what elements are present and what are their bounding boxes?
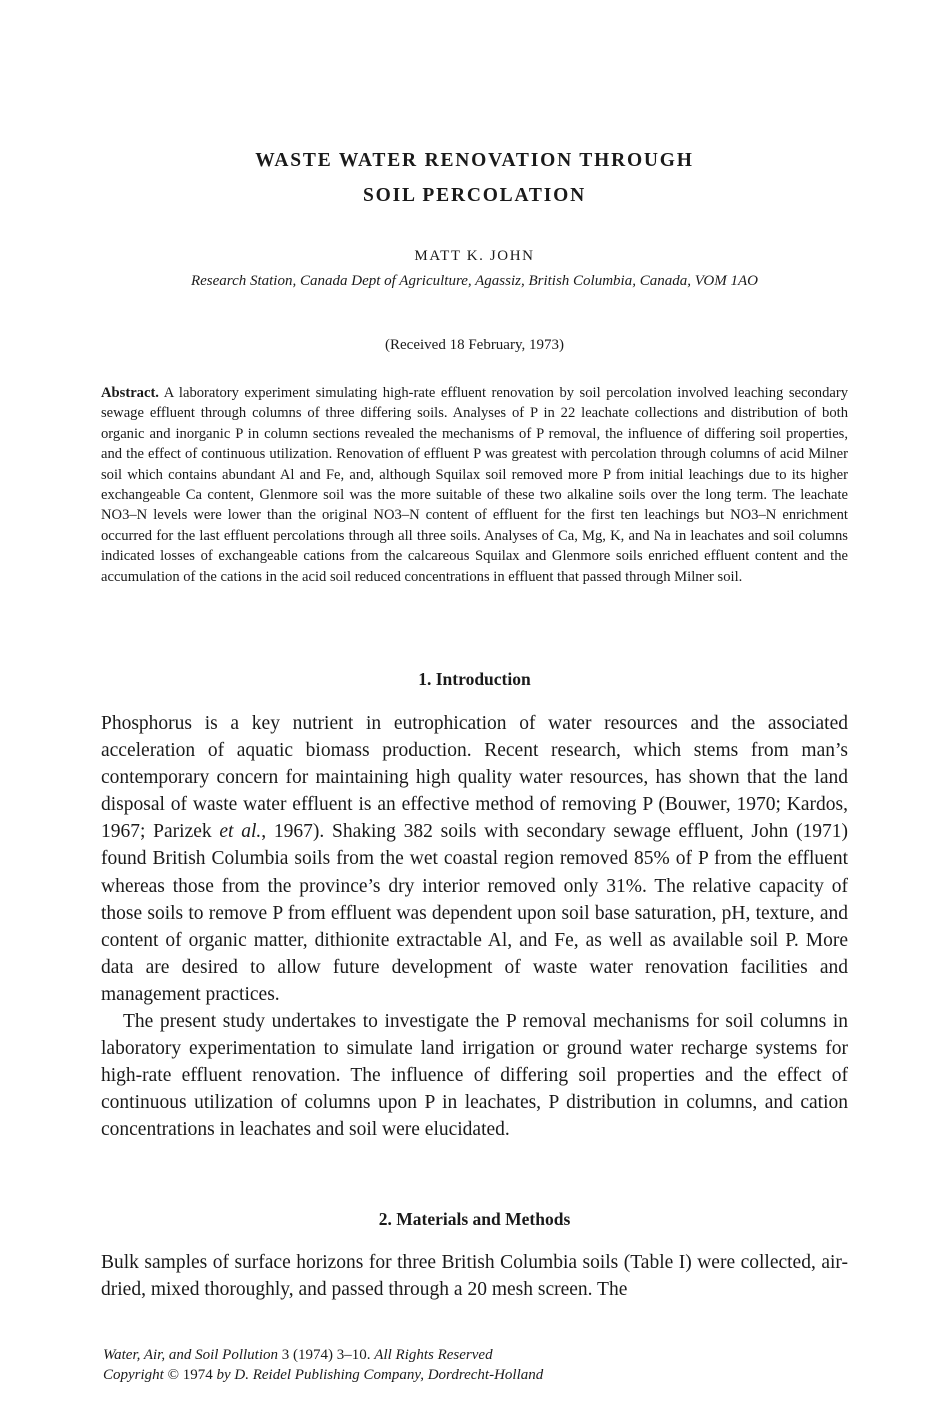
- article-page: [101, 0, 848, 1411]
- methods-heading: 2. Materials and Methods: [378, 1209, 571, 1229]
- rights-text: All Rights Reserved: [374, 1347, 493, 1363]
- intro-text-part-1: Phosphorus is a key nutrient in eutrophication of water resources and the associated acceleration of aquatic biomass production. Recent research, which stems from man’s contemporary concern for maintaining high quality water resources, has shown that the land disposal of waste water effluent is an effective method of removing P (Bouwer, 1970; Kardos, 1967; Parizek: [101, 713, 848, 843]
- copyright-label: Copyright: [103, 1367, 164, 1383]
- page-footer: [103, 1345, 850, 1385]
- publisher-name: by D. Reidel Publishing Company, Dordrecht-Holland: [216, 1367, 544, 1383]
- article-title: [101, 143, 848, 213]
- abstract-text: A laboratory experiment simulating high-rate effluent renovation by soil percolation involved leaching secondary sewage effluent through columns of three differing soils. Analyses of P in 22 leachate collections and distribution of both organic and inorganic P in column sections revealed the mechanisms of P removal, the influence of differing soil properties, and the effect of continuous utilization. Renovation of effluent P was greatest with percolation through columns of acid Milner soil which contains abundant Al and Fe, and, although Squilax soil removed more P from initial leachings due to its higher exchangeable Ca content, Glenmore soil was the more suitable of these two alkaline soils over the long term. The leachate NO3–N levels were lower than the original NO3–N content of effluent for the first ten leachings but NO3–N enrichment occurred for the last effluent percolations through all three soils. Analyses of Ca, Mg, K, and Na in leachates and soil columns indicated losses of exchangeable cations from the calcareous Squilax and Glenmore soils enriched effluent content and the accumulation of the cations in the acid soil reduced concentrations in effluent that passed through Milner soil.: [101, 385, 848, 585]
- author-name: MATT K. JOHN: [414, 248, 535, 264]
- journal-volume: 3: [281, 1347, 290, 1363]
- abstract-label: Abstract.: [101, 385, 159, 401]
- journal-pages: (1974) 3–10.: [293, 1347, 371, 1363]
- title-line-1: WASTE WATER RENOVATION THROUGH: [255, 150, 694, 171]
- abstract: [101, 383, 848, 587]
- methods-paragraph-1: Bulk samples of surface horizons for three British Columbia soils (Table I) were collected, air-dried, mixed thoroughly, and passed through a 20 mesh screen. The: [101, 1252, 848, 1301]
- introduction-body: [101, 710, 848, 1144]
- footer-citation: [103, 1345, 850, 1365]
- methods-body: [101, 1249, 848, 1303]
- journal-name: Water, Air, and Soil Pollution: [103, 1347, 279, 1363]
- introduction-paragraph-1: [101, 710, 848, 1008]
- received-date: (Received 18 February, 1973): [385, 337, 564, 353]
- author-affiliation: Research Station, Canada Dept of Agriculture, Agassiz, British Columbia, Canada, VOM 1AO: [190, 273, 759, 289]
- copyright-year: © 1974: [167, 1367, 213, 1383]
- footer-copyright: [103, 1365, 850, 1385]
- introduction-paragraph-2: The present study undertakes to investigate the P removal mechanisms for soil columns in laboratory experimentation to simulate land irrigation or ground water recharge systems for high-rate effluent renovation. The influence of differing soil properties and the effect of continuous utilization of columns upon P in leachates, P distribution in columns, and cation concentrations in leachates and soil were elucidated.: [101, 1011, 848, 1141]
- intro-et-al: et al.: [219, 821, 262, 843]
- intro-text-part-2: , 1967). Shaking 382 soils with secondary sewage effluent, John (1971) found British Columbia soils from the wet coastal region removed 85% of P from the effluent whereas those from the province’s dry interior removed only 31%. The relative capacity of those soils to remove P from effluent was dependent upon soil base saturation, pH, texture, and content of organic matter, dithionite extractable Al, and Fe, as well as available soil P. More data are desired to allow future development of waste water renovation facilities and management practices.: [101, 821, 848, 1005]
- title-line-2: SOIL PERCOLATION: [363, 185, 586, 206]
- introduction-heading: 1. Introduction: [418, 669, 531, 689]
